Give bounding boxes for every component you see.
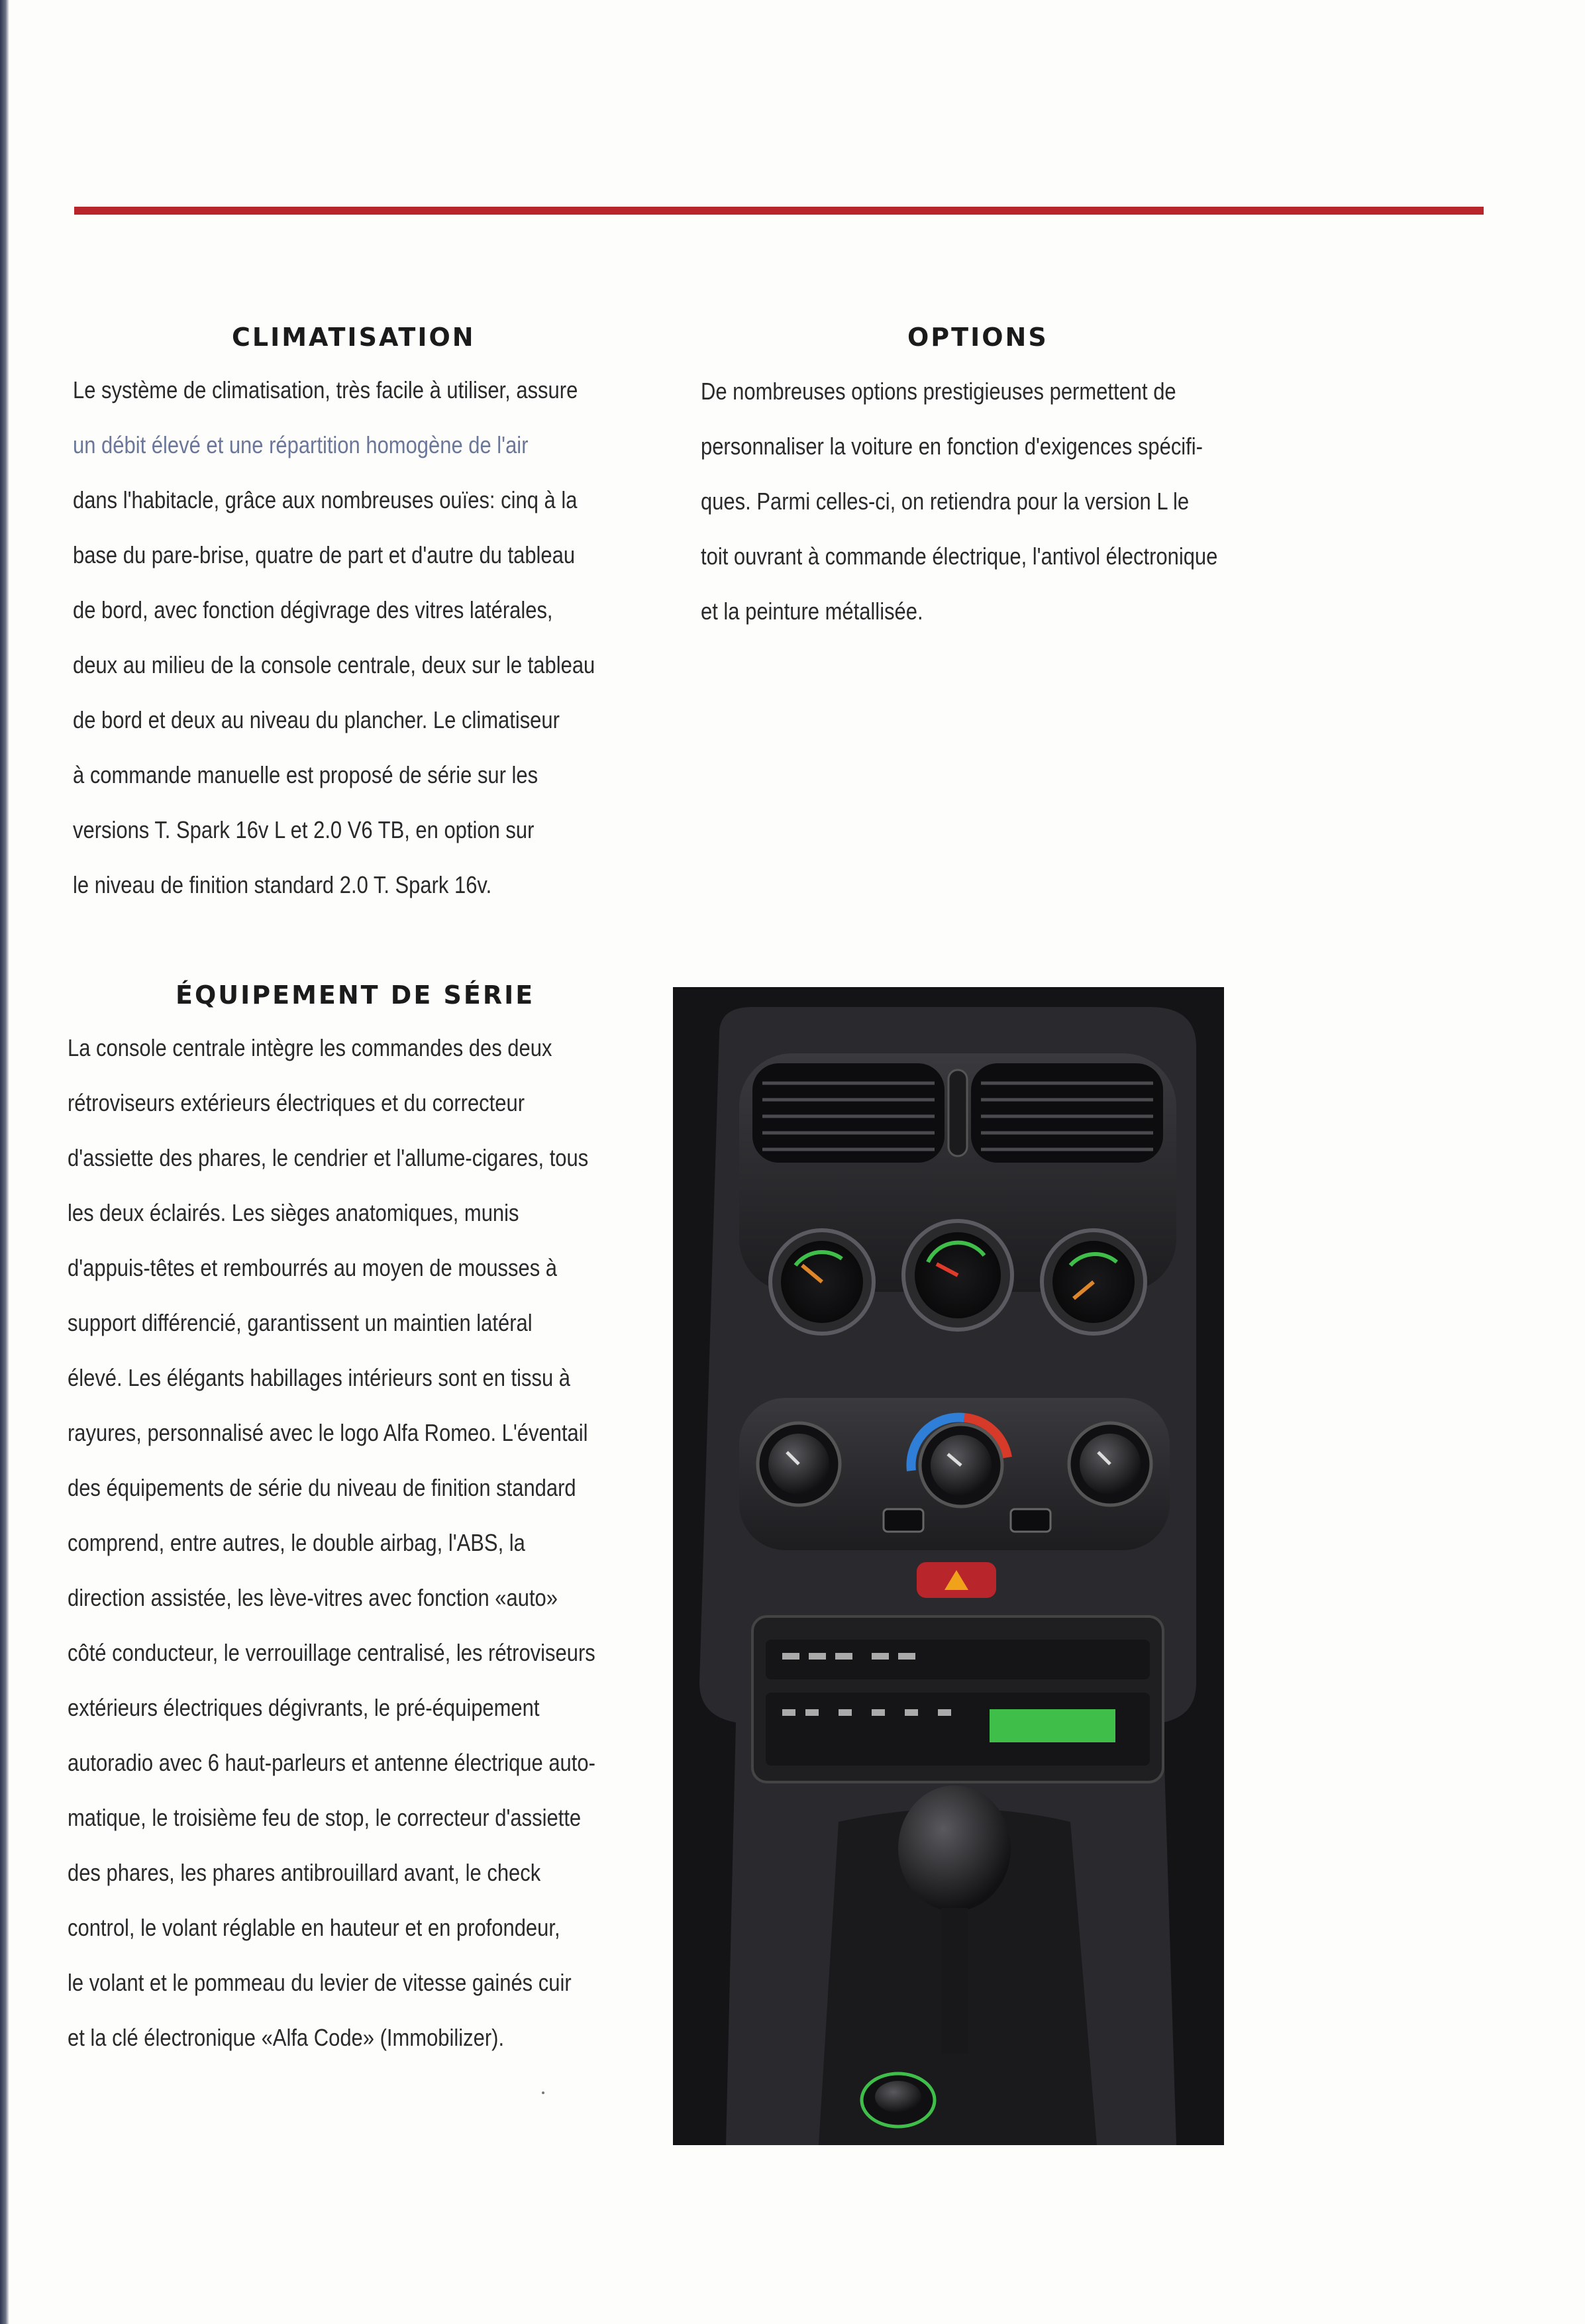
right-vent [971, 1063, 1163, 1163]
text-line: des équipements de série du niveau de finition standard [68, 1474, 576, 1501]
text-line: De nombreuses options prestigieuses permettent de [701, 378, 1176, 405]
text-line: côté conducteur, le verrouillage centralisé, les rétroviseurs [68, 1639, 595, 1666]
text-line: Le système de climatisation, très facile à utiliser, assure [73, 376, 578, 403]
text-line: élevé. Les élégants habillages intérieurs sont en tissu à [68, 1364, 570, 1391]
text-line: matique, le troisième feu de stop, le correcteur d'assiette [68, 1804, 582, 1831]
center-console-photo [673, 987, 1224, 2145]
text-line: dans l'habitacle, grâce aux nombreuses ouïes: cinq à la [73, 486, 578, 513]
temperature-gauge [1042, 1230, 1145, 1334]
recirculation-button [884, 1509, 923, 1532]
text-line: extérieurs électriques dégivrants, le pré-équipement [68, 1694, 540, 1721]
air-distribution-knob [1069, 1423, 1151, 1505]
vent-center-tab [948, 1070, 967, 1156]
text-line: et la peinture métallisée. [701, 598, 923, 625]
console-illustration [673, 987, 1224, 2145]
hazard-button [917, 1562, 996, 1598]
paragraph-climatisation [73, 362, 595, 912]
text-line: des phares, les phares antibrouillard avant, le check [68, 1859, 541, 1886]
text-line: versions T. Spark 16v L et 2.0 V6 TB, en option sur [73, 816, 535, 843]
text-line: rayures, personnalisé avec le logo Alfa Romeo. L'éventail [68, 1419, 588, 1446]
text-line: base du pare-brise, quatre de part et d'autre du tableau [73, 541, 576, 568]
text-line: un débit élevé et une répartition homogène de l'air [73, 431, 529, 458]
text-line: d'appuis-têtes et rembourrés au moyen de mousses à [68, 1254, 558, 1281]
oil-gauge [770, 1230, 874, 1334]
text-line: autoradio avec 6 haut-parleurs et antenne électrique auto- [68, 1749, 595, 1776]
text-line: de bord et deux au niveau du plancher. Le climatiseur [73, 706, 560, 733]
paragraph-options [701, 364, 1217, 639]
text-line: comprend, entre autres, le double airbag, l'ABS, la [68, 1529, 525, 1556]
left-vent [752, 1063, 945, 1163]
scan-speck [542, 2091, 544, 2094]
radio-display [990, 1709, 1115, 1742]
text-line: control, le volant réglable en hauteur et en profondeur, [68, 1914, 560, 1941]
text-line: le niveau de finition standard 2.0 T. Spark 16v. [73, 871, 492, 898]
fan-knob [758, 1423, 840, 1505]
clock-gauge [903, 1221, 1012, 1330]
text-line: ques. Parmi celles-ci, on retiendra pour la version L le [701, 488, 1190, 515]
text-line: et la clé électronique «Alfa Code» (Immobilizer). [68, 2024, 505, 2051]
text-line: support différencié, garantissent un maintien latéral [68, 1309, 533, 1336]
cigar-lighter [862, 2074, 935, 2127]
page-edge-shadow [0, 0, 9, 2324]
text-line: direction assistée, les lève-vitres avec fonction «auto» [68, 1584, 558, 1611]
red-divider-rule [74, 207, 1484, 215]
text-line: d'assiette des phares, le cendrier et l'allume-cigares, tous [68, 1144, 589, 1171]
heading-climatisation: CLIMATISATION [232, 323, 476, 352]
text-line: La console centrale intègre les commandes des deux [68, 1034, 552, 1061]
car-radio [752, 1616, 1163, 1782]
text-line: deux au milieu de la console centrale, deux sur le tableau [73, 651, 595, 678]
ac-button [1011, 1509, 1050, 1532]
text-line: toit ouvrant à commande électrique, l'antivol électronique [701, 543, 1218, 570]
text-line: de bord, avec fonction dégivrage des vitres latérales, [73, 596, 553, 623]
text-line: rétroviseurs extérieurs électriques et du correcteur [68, 1089, 525, 1116]
text-line: le volant et le pommeau du levier de vitesse gainés cuir [68, 1969, 572, 1996]
text-line: les deux éclairés. Les sièges anatomiques, munis [68, 1199, 519, 1226]
gear-knob [898, 1785, 1011, 1911]
text-line: à commande manuelle est proposé de série sur les [73, 761, 538, 788]
text-line: personnaliser la voiture en fonction d'exigences spécifi- [701, 433, 1203, 460]
heading-equipement-de-serie: ÉQUIPEMENT DE SÉRIE [176, 980, 535, 1010]
paragraph-equipement [68, 1020, 595, 2065]
heading-options: OPTIONS [907, 323, 1048, 352]
